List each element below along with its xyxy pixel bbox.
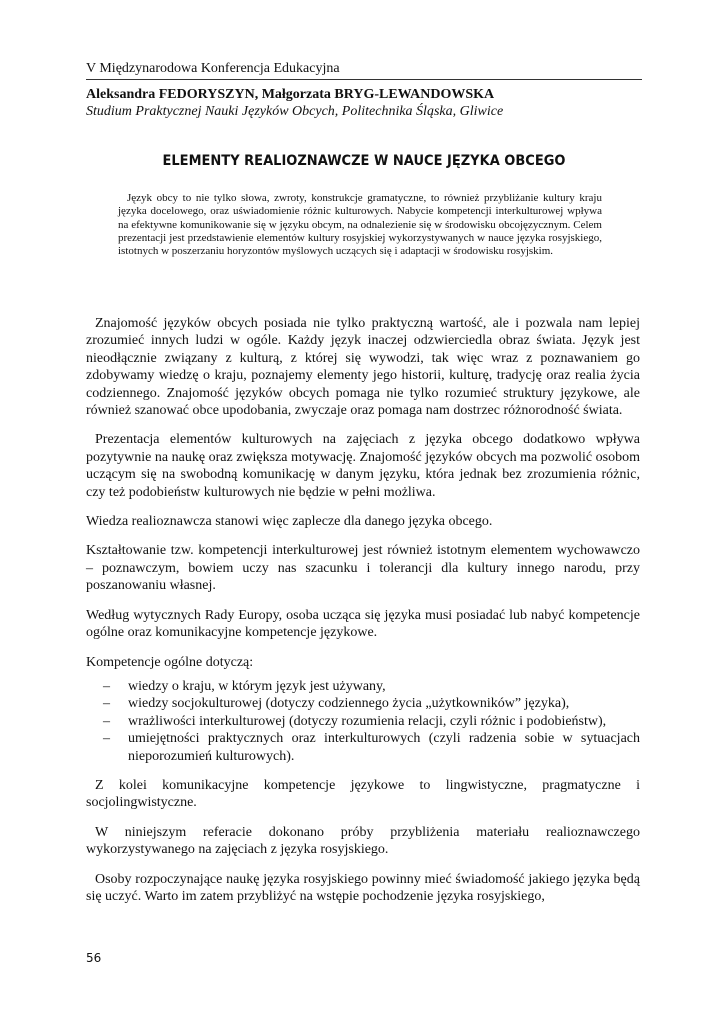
paragraph-1: Znajomość języków obcych posiada nie tylko praktyczną wartość, ale i pozwala nam lepiej zrozumieć innych ludzi w ogóle. Każdy język inaczej odzwierciedla obraz świata. Język jest nieodłącznie związany z kulturą, z której się wywodzi, tak więc wraz z poznawaniem go zdobywamy wiedzę o kraju, poznajemy elementy jego historii, kulturę, tradycję oraz realia życia codziennego. Znajomość języków obcych pomaga nie tylko rozumieć struktury językowe, ale również szanować obce upodobania, zwyczaje oraz pomaga nam dostrzec różnorodność świata. (86, 316, 640, 419)
page-number: 56 (86, 951, 102, 965)
list-item-text: wiedzy o kraju, w którym język jest używany, (128, 678, 386, 694)
paragraph-6: Kompetencje ogólne dotyczą: (86, 654, 254, 670)
list-item (86, 678, 640, 695)
paragraph-3: Wiedza realioznawcza stanowi więc zaplecze dla danego języka obcego. (86, 514, 493, 530)
list-item (86, 695, 640, 712)
dash-bullet: – (103, 713, 110, 729)
paper-title: ELEMENTY REALIOZNAWCZE W NAUCE JĘZYKA OBCEGO (162, 153, 566, 169)
dash-bullet: – (103, 678, 110, 694)
list-item-text: umiejętności praktycznych oraz interkulturowych (czyli radzenia sobie w sytuacjach nieporozumień kulturowych). (128, 731, 640, 764)
dash-bullet: – (103, 731, 110, 747)
paragraph-7: Z kolei komunikacyjne kompetencje językowe to lingwistyczne, pragmatyczne i socjolingwistyczne. (86, 777, 640, 811)
paragraph-8: W niniejszym referacie dokonano próby przybliżenia materiału realioznawczego wykorzystywanego na zajęciach z języka rosyjskiego. (86, 824, 640, 858)
author-names: Aleksandra FEDORYSZYN, Małgorzata BRYG-LEWANDOWSKA (86, 87, 495, 102)
abstract: Język obcy to nie tylko słowa, zwroty, konstrukcje gramatyczne, to również przybliżanie kultury kraju języka docelowego, oraz uświadomienie różnic kulturowych. Nabycie kompetencji interkulturowej wpływa na efektywne komunikowanie się w języku obcym, na odnalezienie się w środowisku obcojęzycznym. Celem prezentacji jest przedstawienie elementów kultury rosyjskiej wykorzystywanych w nauce języka rosyjskiego, istotnych w poszerzaniu horyzontów myślowych uczących się i adaptacji w środowisku rosyjskim. (118, 192, 602, 258)
paragraph-5: Według wytycznych Rady Europy, osoba ucząca się języka musi posiadać lub nabyć kompetencje ogólne oraz komunikacyjne kompetencje językowe. (86, 607, 640, 641)
paragraph-4: Kształtowanie tzw. kompetencji interkulturowej jest również istotnym elementem wychowawczo – poznawczym, bowiem uczy nas szacunku i tolerancji dla kultury innego narodu, przy poszanowaniu własnej. (86, 543, 640, 594)
paragraph-9: Osoby rozpoczynające naukę języka rosyjskiego powinny mieć świadomość jakiego języka będą się uczyć. Warto im zatem przybliżyć na wstępie pochodzenie języka rosyjskiego, (86, 871, 640, 904)
competence-list (86, 678, 640, 765)
list-item-text: wrażliwości interkulturowej (dotyczy rozumienia relacji, czyli różnic i podobieństw), (128, 713, 607, 729)
dash-bullet: – (103, 696, 110, 712)
list-item (86, 730, 640, 765)
paragraph-2: Prezentacja elementów kulturowych na zajęciach z języka obcego dodatkowo wpływa pozytywnie na naukę oraz zwiększa motywację. Znajomość języków obcych ma pozwolić osobom uczącym się na swobodną komunikację w danym języku, która jednak bez zrozumienia różnic, czy też podobieństw kulturowych nie będzie w pełni możliwa. (86, 432, 640, 500)
author-affiliation: Studium Praktycznej Nauki Języków Obcych, Politechnika Śląska, Gliwice (86, 104, 504, 119)
list-item (86, 713, 640, 730)
list-item-text: wiedzy socjokulturowej (dotyczy codziennego życia „użytkowników” języka), (128, 696, 570, 712)
running-header: V Międzynarodowa Konferencja Edukacyjna (86, 60, 642, 80)
body-text (86, 315, 640, 917)
